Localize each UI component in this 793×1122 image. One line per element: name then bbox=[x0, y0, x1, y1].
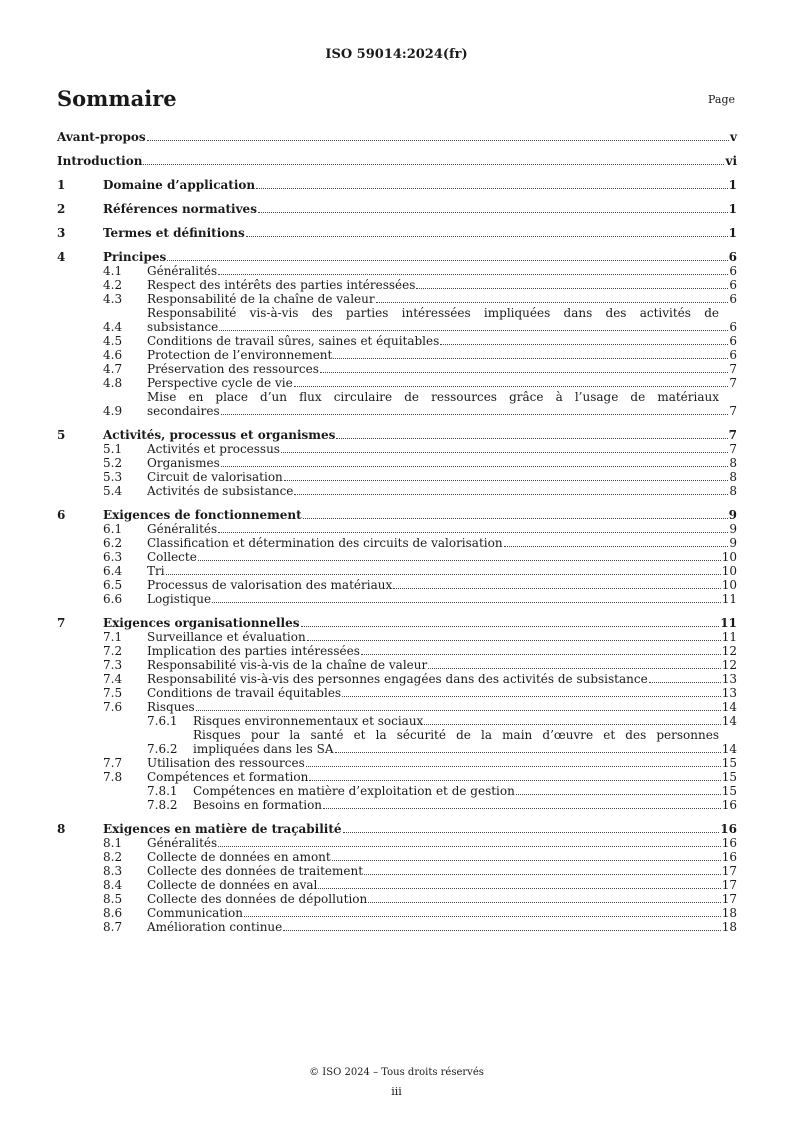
toc-entry[interactable] bbox=[57, 756, 737, 770]
dot-leader bbox=[307, 640, 721, 641]
toc-entry-title: Collecte bbox=[147, 550, 197, 564]
toc-entry-title: Tri bbox=[147, 564, 165, 578]
dot-leader bbox=[246, 236, 728, 237]
dot-leader bbox=[318, 888, 720, 889]
dot-leader bbox=[284, 480, 729, 481]
toc-entry-number: 4.2 bbox=[103, 278, 123, 292]
toc-entry[interactable] bbox=[57, 154, 737, 168]
dot-leader bbox=[393, 588, 720, 589]
toc-entry-page: 18 bbox=[721, 906, 737, 920]
toc-entry-page: 1 bbox=[728, 178, 737, 192]
toc-entry-title: Implication des parties intéressées bbox=[147, 644, 360, 658]
toc-entry-page: 13 bbox=[721, 686, 737, 700]
dot-leader bbox=[332, 860, 721, 861]
toc-entry-number: 7.2 bbox=[103, 644, 123, 658]
toc-entry[interactable] bbox=[57, 292, 737, 306]
toc-entry-number: 4.7 bbox=[103, 362, 123, 376]
toc-entry-page: 14 bbox=[721, 700, 737, 714]
toc-entry-number: 6.3 bbox=[103, 550, 123, 564]
toc-entry-page: 10 bbox=[721, 550, 737, 564]
toc-entry[interactable] bbox=[57, 836, 737, 850]
toc-entry-page: 7 bbox=[729, 442, 737, 456]
toc-entry-title: Références normatives bbox=[103, 202, 257, 216]
toc-entry-number: 4.6 bbox=[103, 348, 123, 362]
toc-entry-page: 15 bbox=[721, 770, 737, 784]
dot-leader bbox=[424, 724, 720, 725]
toc-entry[interactable] bbox=[57, 484, 737, 498]
toc-entry-page: 12 bbox=[721, 658, 737, 672]
toc-entry[interactable] bbox=[57, 672, 737, 686]
toc-entry-number: 4.3 bbox=[103, 292, 123, 306]
dot-leader bbox=[376, 302, 729, 303]
dot-leader bbox=[281, 452, 728, 453]
toc-entry-number: 7.8.1 bbox=[147, 784, 178, 798]
toc-entry[interactable] bbox=[57, 362, 737, 376]
toc-entry-title: Organismes bbox=[147, 456, 220, 470]
toc-entry-title: Introduction bbox=[57, 154, 143, 168]
dot-leader bbox=[143, 164, 724, 165]
toc-entry-page: 11 bbox=[720, 616, 737, 630]
toc-entry[interactable] bbox=[57, 892, 737, 906]
toc-entry-page: 6 bbox=[729, 292, 737, 306]
dot-leader bbox=[649, 682, 721, 683]
toc-entry-number: 1 bbox=[57, 178, 66, 192]
toc-entry-number: 6.6 bbox=[103, 592, 123, 606]
toc-entry-title: Termes et définitions bbox=[103, 226, 245, 240]
copyright-footer: © ISO 2024 – Tous droits réservés bbox=[309, 1067, 484, 1078]
toc-entry-number: 5.1 bbox=[103, 442, 123, 456]
toc-entry-number: 8.5 bbox=[103, 892, 123, 906]
toc-entry-page: 10 bbox=[721, 564, 737, 578]
toc-entry[interactable] bbox=[57, 508, 737, 522]
toc-entry[interactable] bbox=[57, 522, 737, 536]
toc-entry[interactable] bbox=[57, 306, 737, 334]
dot-leader bbox=[221, 466, 729, 467]
dot-leader bbox=[303, 518, 728, 519]
toc-entry-page: 9 bbox=[728, 508, 737, 522]
toc-entry[interactable] bbox=[57, 130, 737, 144]
dot-leader bbox=[309, 780, 720, 781]
toc-entry-number: 6.4 bbox=[103, 564, 123, 578]
toc-entry-title: Collecte de données en aval bbox=[147, 878, 318, 892]
dot-leader bbox=[516, 794, 721, 795]
page-number: iii bbox=[391, 1085, 402, 1098]
toc-entry-title: Surveillance et évaluation bbox=[147, 630, 306, 644]
toc-entry-page: 12 bbox=[721, 644, 737, 658]
toc-entry[interactable] bbox=[57, 784, 737, 798]
toc-entry-title: Principes bbox=[103, 250, 167, 264]
toc-entry[interactable] bbox=[57, 178, 737, 192]
toc-entry-page: 6 bbox=[729, 334, 737, 348]
toc-entry-number: 8.6 bbox=[103, 906, 123, 920]
table-of-contents bbox=[57, 130, 737, 934]
toc-entry-title: Activités de subsistance bbox=[147, 484, 294, 498]
toc-entry-page: 1 bbox=[728, 226, 737, 240]
dot-leader bbox=[147, 140, 729, 141]
toc-entry[interactable] bbox=[57, 428, 737, 442]
toc-entry-title: Utilisation des ressources bbox=[147, 756, 305, 770]
toc-entry-title: Conditions de travail sûres, saines et équitables bbox=[147, 334, 440, 348]
toc-entry-number: 8.2 bbox=[103, 850, 123, 864]
toc-entry[interactable] bbox=[57, 850, 737, 864]
toc-entry-page: 15 bbox=[721, 756, 737, 770]
dot-leader bbox=[440, 344, 728, 345]
toc-entry-title: Responsabilité vis-à-vis des parties intéressées impliquées dans des activités de bbox=[147, 306, 719, 320]
toc-entry[interactable] bbox=[57, 906, 737, 920]
toc-entry-title: Exigences en matière de traçabilité bbox=[103, 822, 342, 836]
toc-entry[interactable] bbox=[57, 878, 737, 892]
toc-entry-page: 1 bbox=[728, 202, 737, 216]
toc-entry-number: 6.2 bbox=[103, 536, 123, 550]
toc-entry-title: Préservation des ressources bbox=[147, 362, 319, 376]
toc-entry-page: 7 bbox=[728, 428, 737, 442]
toc-entry-page: 15 bbox=[721, 784, 737, 798]
dot-leader bbox=[343, 832, 720, 833]
dot-leader bbox=[294, 494, 728, 495]
toc-entry[interactable] bbox=[57, 616, 737, 630]
toc-entry-page: 7 bbox=[729, 404, 737, 418]
dot-leader bbox=[333, 358, 728, 359]
toc-entry-title: Responsabilité vis-à-vis de la chaîne de valeur bbox=[147, 658, 428, 672]
toc-entry-number: 7.6.1 bbox=[147, 714, 178, 728]
dot-leader bbox=[212, 602, 721, 603]
toc-entry-page: 9 bbox=[729, 522, 737, 536]
dot-leader bbox=[283, 930, 720, 931]
toc-entry-title: Compétences en matière d’exploitation et de gestion bbox=[193, 784, 515, 798]
toc-entry-page: 8 bbox=[729, 484, 737, 498]
toc-entry-title: Circuit de valorisation bbox=[147, 470, 283, 484]
toc-entry-page: 6 bbox=[728, 250, 737, 264]
toc-entry-title: Avant-propos bbox=[57, 130, 146, 144]
toc-entry[interactable] bbox=[57, 470, 737, 484]
toc-entry-number: 2 bbox=[57, 202, 66, 216]
toc-entry-number: 7 bbox=[57, 616, 66, 630]
toc-entry-title: Respect des intérêts des parties intéressées bbox=[147, 278, 416, 292]
toc-entry-title: Généralités bbox=[147, 522, 218, 536]
toc-entry[interactable] bbox=[57, 822, 737, 836]
toc-entry-number: 5.4 bbox=[103, 484, 123, 498]
toc-entry[interactable] bbox=[57, 390, 737, 418]
dot-leader bbox=[258, 212, 728, 213]
toc-entry-number: 4.8 bbox=[103, 376, 123, 390]
toc-entry-number: 4.1 bbox=[103, 264, 123, 278]
toc-entry-number: 7.6.2 bbox=[147, 742, 178, 756]
dot-leader bbox=[221, 414, 729, 415]
dot-leader bbox=[323, 808, 721, 809]
document-header: ISO 59014:2024(fr) bbox=[325, 47, 468, 62]
toc-entry-number: 7.1 bbox=[103, 630, 123, 644]
toc-entry-number: 8.4 bbox=[103, 878, 123, 892]
toc-entry-title-continued: impliquées dans les SA bbox=[193, 742, 334, 756]
dot-leader bbox=[219, 330, 728, 331]
toc-entry-number: 4.5 bbox=[103, 334, 123, 348]
toc-entry-title: Activités, processus et organismes bbox=[103, 428, 336, 442]
toc-entry-title: Besoins en formation bbox=[193, 798, 323, 812]
toc-entry-number: 8 bbox=[57, 822, 66, 836]
toc-entry-page: 16 bbox=[720, 822, 737, 836]
toc-entry-title: Responsabilité de la chaîne de valeur bbox=[147, 292, 375, 306]
toc-entry-title-continued: secondaires bbox=[147, 404, 220, 418]
toc-entry-number: 8.7 bbox=[103, 920, 123, 934]
toc-entry-page: 7 bbox=[729, 376, 737, 390]
toc-entry-number: 7.7 bbox=[103, 756, 123, 770]
toc-entry[interactable] bbox=[57, 226, 737, 240]
toc-entry-title: Domaine d’application bbox=[103, 178, 256, 192]
toc-entry-number: 5.2 bbox=[103, 456, 123, 470]
toc-entry-title: Communication bbox=[147, 906, 243, 920]
dot-leader bbox=[196, 710, 721, 711]
toc-entry-page: 14 bbox=[721, 742, 737, 756]
dot-leader bbox=[218, 532, 728, 533]
toc-entry-page: 11 bbox=[721, 630, 737, 644]
toc-entry-title: Mise en place d’un flux circulaire de ressources grâce à l’usage de matériaux bbox=[147, 390, 719, 404]
dot-leader bbox=[218, 274, 728, 275]
toc-entry[interactable] bbox=[57, 376, 737, 390]
dot-leader bbox=[361, 654, 721, 655]
toc-entry-number: 4 bbox=[57, 250, 66, 264]
toc-entry-page: 14 bbox=[721, 714, 737, 728]
toc-entry-number: 6.5 bbox=[103, 578, 123, 592]
toc-entry-title: Risques pour la santé et la sécurité de la main d’œuvre et des personnes bbox=[193, 728, 719, 742]
toc-entry-page: 6 bbox=[729, 348, 737, 362]
dot-leader bbox=[198, 560, 721, 561]
toc-entry-title: Généralités bbox=[147, 264, 218, 278]
toc-entry[interactable] bbox=[57, 278, 737, 292]
toc-entry-title: Protection de l’environnement bbox=[147, 348, 333, 362]
toc-entry-page: 18 bbox=[721, 920, 737, 934]
toc-entry[interactable] bbox=[57, 264, 737, 278]
toc-entry-number: 5.3 bbox=[103, 470, 123, 484]
toc-entry[interactable] bbox=[57, 770, 737, 784]
toc-entry-number: 7.3 bbox=[103, 658, 123, 672]
toc-entry-title: Perspective cycle de vie bbox=[147, 376, 293, 390]
dot-leader bbox=[364, 874, 721, 875]
toc-entry[interactable] bbox=[57, 578, 737, 592]
toc-entry-title: Risques bbox=[147, 700, 195, 714]
toc-entry-title: Collecte des données de dépollution bbox=[147, 892, 368, 906]
dot-leader bbox=[368, 902, 720, 903]
dot-leader bbox=[342, 696, 721, 697]
page-title: Sommaire bbox=[57, 86, 177, 111]
toc-entry-page: 16 bbox=[721, 798, 737, 812]
toc-entry[interactable] bbox=[57, 798, 737, 812]
dot-leader bbox=[294, 386, 729, 387]
toc-entry-title-continued: subsistance bbox=[147, 320, 219, 334]
toc-entry[interactable] bbox=[57, 442, 737, 456]
toc-entry-title: Généralités bbox=[147, 836, 218, 850]
toc-entry-page: 16 bbox=[721, 836, 737, 850]
toc-entry-number: 8.1 bbox=[103, 836, 123, 850]
dot-leader bbox=[416, 288, 728, 289]
toc-entry-page: 13 bbox=[721, 672, 737, 686]
toc-entry[interactable] bbox=[57, 202, 737, 216]
toc-entry-number: 7.8 bbox=[103, 770, 123, 784]
toc-entry-title: Collecte des données de traitement bbox=[147, 864, 364, 878]
toc-entry-page: 6 bbox=[729, 278, 737, 292]
toc-entry-number: 7.6 bbox=[103, 700, 123, 714]
dot-leader bbox=[256, 188, 728, 189]
toc-entry[interactable] bbox=[57, 348, 737, 362]
toc-entry-title: Activités et processus bbox=[147, 442, 280, 456]
toc-entry[interactable] bbox=[57, 536, 737, 550]
toc-entry[interactable] bbox=[57, 334, 737, 348]
toc-entry-page: 7 bbox=[729, 362, 737, 376]
toc-entry[interactable] bbox=[57, 686, 737, 700]
toc-entry[interactable] bbox=[57, 728, 737, 756]
toc-entry-number: 7.4 bbox=[103, 672, 123, 686]
dot-leader bbox=[336, 438, 727, 439]
toc-entry-number: 4.9 bbox=[103, 404, 123, 418]
dot-leader bbox=[218, 846, 721, 847]
toc-entry-title: Collecte de données en amont bbox=[147, 850, 331, 864]
toc-entry[interactable] bbox=[57, 644, 737, 658]
toc-entry-page: 10 bbox=[721, 578, 737, 592]
toc-entry[interactable] bbox=[57, 700, 737, 714]
toc-entry-page: 9 bbox=[729, 536, 737, 550]
toc-entry-page: 11 bbox=[721, 592, 737, 606]
toc-entry-number: 3 bbox=[57, 226, 66, 240]
toc-entry-title: Compétences et formation bbox=[147, 770, 309, 784]
dot-leader bbox=[301, 626, 720, 627]
toc-entry-number: 8.3 bbox=[103, 864, 123, 878]
toc-entry-title: Exigences organisationnelles bbox=[103, 616, 300, 630]
toc-entry[interactable] bbox=[57, 714, 737, 728]
toc-entry-page: 17 bbox=[721, 878, 737, 892]
toc-entry-number: 4.4 bbox=[103, 320, 123, 334]
dot-leader bbox=[504, 546, 729, 547]
toc-entry-title: Logistique bbox=[147, 592, 212, 606]
toc-entry-number: 7.8.2 bbox=[147, 798, 178, 812]
toc-entry-page: 6 bbox=[729, 320, 737, 334]
toc-entry[interactable] bbox=[57, 658, 737, 672]
toc-entry[interactable] bbox=[57, 592, 737, 606]
toc-entry-page: v bbox=[730, 130, 737, 144]
toc-entry[interactable] bbox=[57, 920, 737, 934]
toc-entry-page: 8 bbox=[729, 456, 737, 470]
dot-leader bbox=[306, 766, 721, 767]
toc-entry[interactable] bbox=[57, 564, 737, 578]
toc-entry-title: Risques environnementaux et sociaux bbox=[193, 714, 424, 728]
toc-entry-page: vi bbox=[725, 154, 737, 168]
toc-entry-number: 7.5 bbox=[103, 686, 123, 700]
toc-entry-page: 17 bbox=[721, 892, 737, 906]
dot-leader bbox=[320, 372, 729, 373]
toc-entry[interactable] bbox=[57, 250, 737, 264]
toc-entry-title: Processus de valorisation des matériaux bbox=[147, 578, 393, 592]
page-column-label: Page bbox=[708, 93, 736, 106]
dot-leader bbox=[167, 260, 727, 261]
toc-entry-number: 6 bbox=[57, 508, 66, 522]
toc-entry-title: Responsabilité vis-à-vis des personnes engagées dans des activités de subsistance bbox=[147, 672, 648, 686]
toc-entry-title: Conditions de travail équitables bbox=[147, 686, 342, 700]
toc-entry[interactable] bbox=[57, 630, 737, 644]
dot-leader bbox=[428, 668, 720, 669]
toc-entry-title: Amélioration continue bbox=[147, 920, 283, 934]
toc-entry-page: 6 bbox=[729, 264, 737, 278]
toc-entry-title: Exigences de fonctionnement bbox=[103, 508, 302, 522]
dot-leader bbox=[244, 916, 721, 917]
toc-entry-number: 5 bbox=[57, 428, 66, 442]
toc-entry-number: 6.1 bbox=[103, 522, 123, 536]
dot-leader bbox=[335, 752, 721, 753]
toc-entry-title: Classification et détermination des circuits de valorisation bbox=[147, 536, 503, 550]
toc-entry-page: 8 bbox=[729, 470, 737, 484]
toc-entry-page: 16 bbox=[721, 850, 737, 864]
toc-entry[interactable] bbox=[57, 456, 737, 470]
toc-entry[interactable] bbox=[57, 864, 737, 878]
toc-entry[interactable] bbox=[57, 550, 737, 564]
dot-leader bbox=[166, 574, 721, 575]
toc-entry-page: 17 bbox=[721, 864, 737, 878]
